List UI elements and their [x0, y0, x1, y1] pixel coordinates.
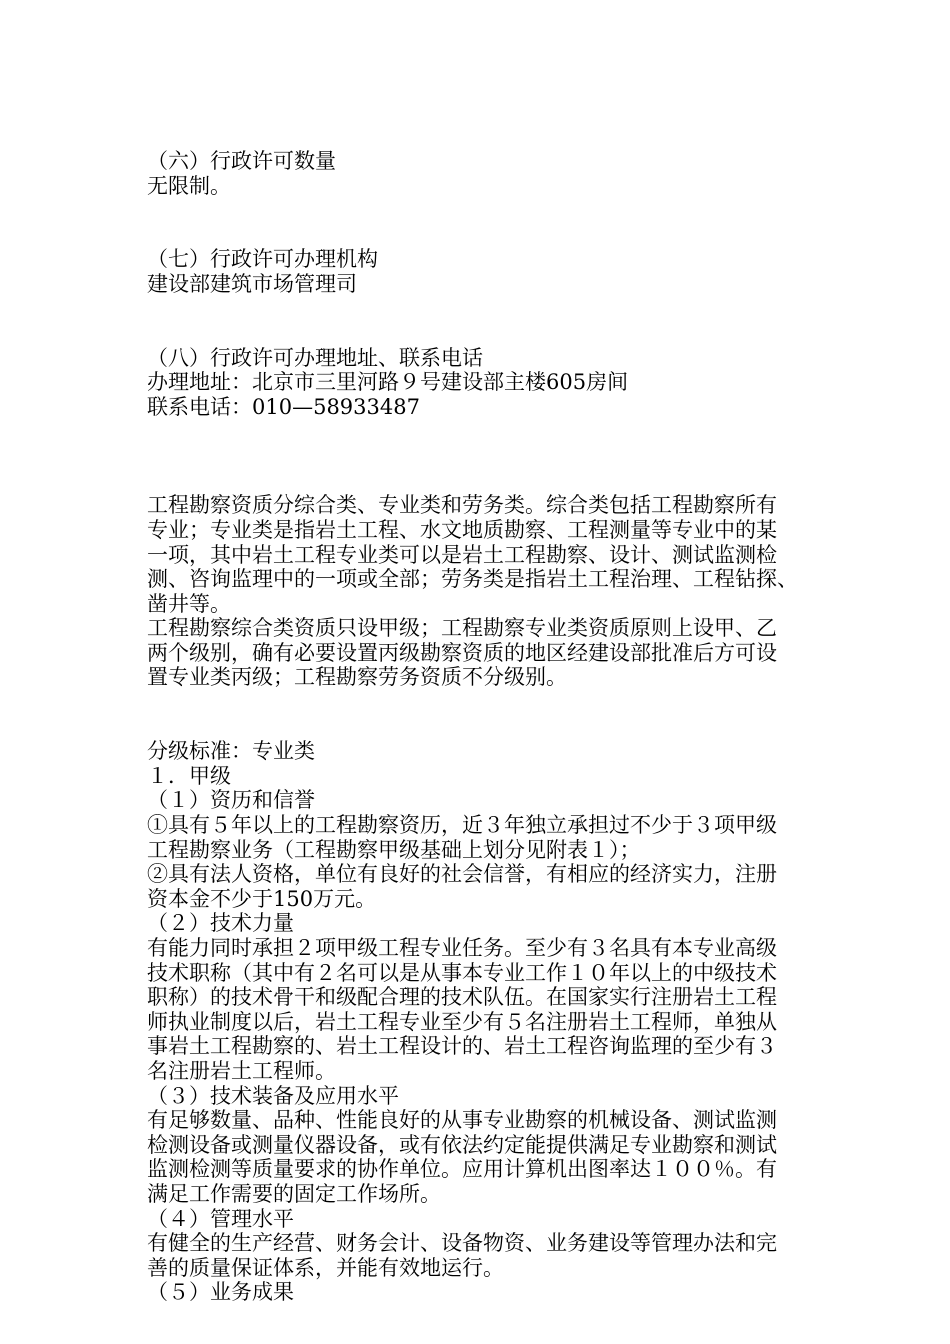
item4-heading: （４）管理水平: [147, 1206, 294, 1231]
item1-line: 资本金不少于150万元。: [147, 886, 377, 911]
spacer: [147, 198, 811, 247]
overview-para1-line: 凿井等。: [147, 591, 231, 616]
section-eight-heading: （八）行政许可办理地址、联系电话: [147, 345, 483, 370]
overview-para1-line: 专业；专业类是指岩土工程、水文地质勘察、工程测量等专业中的某: [147, 517, 777, 542]
item1-heading: （１）资历和信誉: [147, 788, 315, 813]
item1-line: ②具有法人资格，单位有良好的社会信誉，有相应的经济实力，注册: [147, 862, 777, 887]
section-six-heading: （六）行政许可数量: [147, 149, 336, 173]
item2-line: 有能力同时承担２项甲级工程专业任务。至少有３名具有本专业高级: [147, 936, 777, 960]
spacer: [147, 420, 811, 469]
overview-para1-line: 工程勘察资质分综合类、专业类和劳务类。综合类包括工程勘察所有: [147, 493, 777, 518]
phone-line: 联系电话：010—58933487: [147, 394, 420, 419]
standards-heading: 分级标准：专业类: [147, 739, 315, 764]
item3-heading: （３）技术装备及应用水平: [147, 1083, 399, 1108]
item4-line: 善的质量保证体系，并能有效地运行。: [147, 1255, 504, 1280]
spacer: [147, 297, 811, 346]
item1-line: 工程勘察业务（工程勘察甲级基础上划分见附表１）；: [147, 837, 641, 862]
item2-heading: （２）技术力量: [147, 911, 294, 936]
spacer: [147, 469, 811, 494]
section-six-text: 无限制。: [147, 173, 231, 198]
overview-para1-line: 一项，其中岩土工程专业类可以是岩土工程勘察、设计、测试监测检: [147, 542, 777, 567]
item2-line: 事岩土工程勘察的、岩土工程设计的、岩土工程咨询监理的至少有３: [147, 1034, 777, 1059]
overview-para2-line: 置专业类丙级；工程勘察劳务资质不分级别。: [147, 665, 567, 690]
overview-para1-line: 测、咨询监理中的一项或全部；劳务类是指岩土工程治理、工程钻探、: [147, 567, 798, 592]
overview-para2-line: 两个级别，确有必要设置丙级勘察资质的地区经建设部批准后方可设: [147, 640, 777, 665]
grade-heading: １．甲级: [147, 763, 231, 788]
address-line: 办理地址：北京市三里河路９号建设部主楼605房间: [147, 370, 629, 395]
item3-line: 有足够数量、品种、性能良好的从事专业勘察的机械设备、测试监测: [147, 1108, 777, 1133]
item2-line: 技术职称（其中有２名可以是从事本专业工作１０年以上的中级技术: [147, 960, 777, 985]
item3-line: 检测设备或测量仪器设备，或有依法约定能提供满足专业勘察和测试: [147, 1132, 777, 1157]
item2-line: 名注册岩土工程师。: [147, 1058, 336, 1083]
item2-line: 师执业制度以后，岩土工程专业至少有５名注册岩土工程师，单独从: [147, 1009, 777, 1034]
item1-line: ①具有５年以上的工程勘察资历，近３年独立承担过不少于３项甲级: [147, 813, 777, 838]
item2-line: 职称）的技术骨干和级配合理的技术队伍。在国家实行注册岩土工程: [147, 985, 777, 1010]
section-seven-text: 建设部建筑市场管理司: [147, 271, 357, 296]
item3-line: 监测检测等质量要求的协作单位。应用计算机出图率达１００％。有: [147, 1157, 777, 1182]
section-seven-heading: （七）行政许可办理机构: [147, 247, 378, 272]
document-page: [147, 149, 811, 1305]
overview-para2-line: 工程勘察综合类资质只设甲级；工程勘察专业类资质原则上设甲、乙: [147, 616, 777, 641]
item3-line: 满足工作需要的固定工作场所。: [147, 1181, 441, 1206]
item5-heading: （５）业务成果: [147, 1280, 294, 1305]
spacer: [147, 690, 811, 739]
item4-line: 有健全的生产经营、财务会计、设备物资、业务建设等管理办法和完: [147, 1231, 777, 1256]
